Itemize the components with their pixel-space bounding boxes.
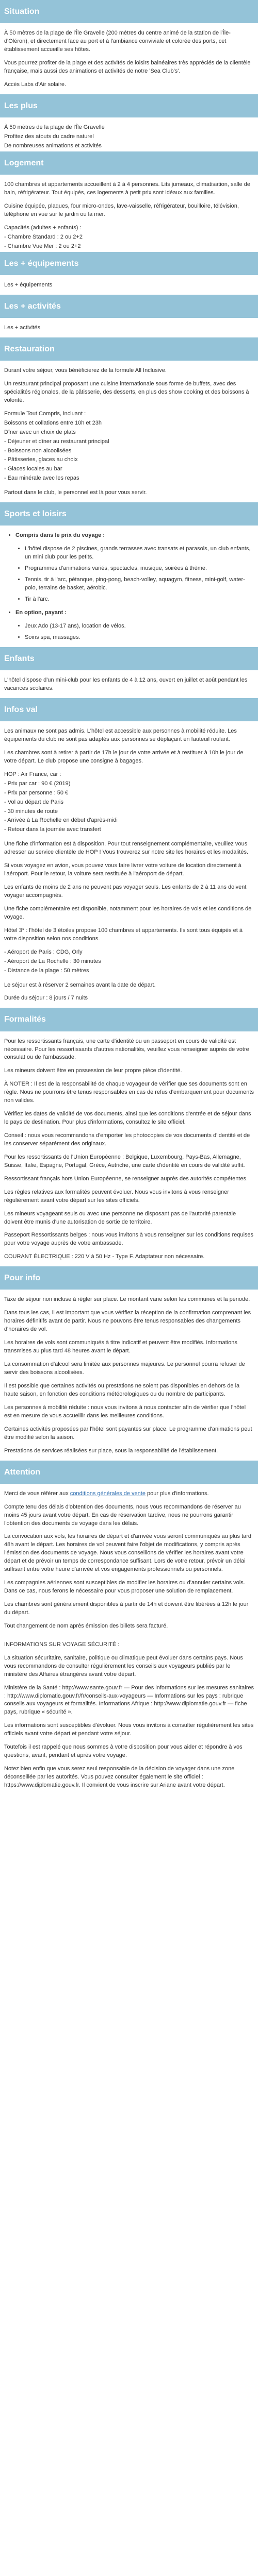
infos-line: - Aéroport de Paris : CDG, Orly — [4, 948, 83, 955]
infos-paragraph: Une fiche complémentaire est disponible, notamment pour les horaires de vols et les conditions de voyage. — [4, 905, 252, 920]
formalites-paragraph: Vérifiez les dates de validité de vos documents, ainsi que les conditions d'entrée et de séjour dans le pays de destination. Pour plus d'informations, consultez le site officiel. — [4, 1111, 251, 1126]
infos-paragraph: Les enfants de moins de 2 ans ne peuvent pas voyager seuls. Les enfants de 2 à 11 ans doivent voyager accompagnés. — [4, 884, 247, 899]
formalites-paragraph: COURANT ÉLECTRIQUE : 220 V à 50 Hz - Type F. Adaptateur non nécessaire. — [4, 1253, 205, 1260]
attention-paragraph: Tout changement de nom après émission des billets sera facturé. — [4, 1622, 168, 1629]
les-plus-heading: Les plus — [0, 94, 258, 117]
activites-text: Les + activités — [4, 324, 41, 331]
situation-heading: Situation — [0, 0, 258, 23]
infos-heading: Infos val — [0, 698, 258, 721]
restauration-heading: Restauration — [0, 337, 258, 361]
restauration-paragraph: Durant votre séjour, vous bénéficierez de la formule All Inclusive. — [4, 367, 167, 374]
situation-paragraph: Vous pourrez profiter de la plage et des activités de loisirs balnéaires très appréciés de la clientèle française, mais aussi des animations et activités de notre 'Sea Club's'. — [4, 60, 251, 74]
sports-intro: • Compris dans le prix du voyage : — [15, 532, 254, 540]
formalites-paragraph: Les mineurs voyageant seuls ou avec une personne ne disposant pas de l'autorité parentale doivent être munis d'une autorisation de sortie de territoire. — [4, 1210, 236, 1225]
equipements-section — [0, 252, 258, 290]
pour-info-paragraph: Il est possible que certaines activités ou prestations ne soient pas disponibles en dehors de la haute saison, en fonction des conditions météorologiques ou du nombre de participants. — [4, 1382, 240, 1397]
sports-options-items — [4, 622, 254, 642]
sports-section — [0, 502, 258, 642]
attention-paragraph: La convocation aux vols, les horaires de départ et d'arrivée vous seront communiqués au plus tard 48h avant le départ. Les horaires de vol peuvent faire l'objet de modifications, y compris après l'émission des documents de voyage. Nous vous conseillons de vérifier les horaires avant votre départ et de prévoir un temps de correspondance suffisant. Lors de votre retour, prévoir un délai suffisant entre votre heure d'arrivée et vos engagements professionnels ou personnels. — [4, 1533, 252, 1573]
logement-paragraph: 100 chambres et appartements accueillent à 2 à 4 personnes. Lits jumeaux, climatisation, salle de bain, réfrigérateur. Tout équipés, ces logements à petit prix sont idéaux aux familles. — [4, 181, 250, 196]
formalites-paragraph: Les mineurs doivent être en possession de leur propre pièce d'identité. — [4, 1067, 182, 1074]
situation-paragraph: À 50 mètres de la plage de l'Île Gravelle (200 mètres du centre animé de la station de l'Île-d'Oléron), et directement face au port et à l'ambiance conviviale et colorée des ports, cet établissement accueille ses hôtes. — [4, 30, 231, 53]
attention-paragraph: Compte tenu des délais d'obtention des documents, nous vous recommandons de réserver au moins 45 jours avant votre départ. En cas de réservation tardive, nous ne pourrons garantir l'obtention des documents de voyage dans les délais. — [4, 1503, 241, 1527]
list-item: • Tennis, tir à l'arc, pétanque, ping-pong, beach-volley, aquagym, fitness, mini-golf, water-polo, terrains de basket, aérobic. — [25, 576, 254, 592]
list-item: • Programmes d'animations variés, spectacles, musique, soirées à thème. — [25, 565, 254, 573]
attention-section — [0, 1461, 258, 1790]
pour-info-paragraph: Les personnes à mobilité réduite : nous vous invitons à nous contacter afin de vérifier que l'hôtel est en mesure de vous accueillir dans les meilleures conditions. — [4, 1404, 246, 1419]
les-plus-line: De nombreuses animations et activités — [4, 142, 102, 149]
logement-section — [0, 151, 258, 251]
formula-heading: Formule Tout Compris, incluant : — [4, 410, 86, 417]
formula-line: - Glaces locales au bar — [4, 466, 62, 472]
infos-line: HOP : Air France, car : — [4, 771, 61, 777]
infos-paragraph: Le séjour est à réserver 2 semaines avant la date de départ. — [4, 981, 156, 988]
attention-paragraph: Merci de vous référer aux conditions générales de vente pour plus d'informations. — [4, 1490, 209, 1497]
pour-info-paragraph: Dans tous les cas, il est important que vous vérifiez la réception de la confirmation comprenant les horaires définitifs avant de partir. Nous ne pouvons être tenus responsables des changements d'horaires de vol. — [4, 1310, 251, 1333]
formalites-paragraph: Ressortissant français hors Union Européenne, se renseigner auprès des autorités compétentes. — [4, 1175, 248, 1182]
infos-line: - Distance de la plage : 50 mètres — [4, 967, 89, 974]
formalites-section — [0, 1008, 258, 1261]
infos-paragraph: Les chambres sont à retirer à partir de 17h le jour de votre arrivée et à restituer à 10h le jour de votre départ. Le club propose une consigne à bagages. — [4, 749, 244, 764]
capacity-line: - Chambre Standard : 2 ou 2+2 — [4, 233, 83, 240]
enfants-section — [0, 647, 258, 693]
formula-line: Boissons et collations entre 10h et 23h — [4, 419, 102, 426]
formalites-paragraph: Passeport Ressortissants belges : nous vous invitons à vous renseigner sur les conditions requises pour votre voyage auprès de votre ambassade. — [4, 1232, 254, 1247]
attention-paragraph: Toutefois il est rappelé que nous sommes à votre disposition pour vous aider et répondre à vos questions, avant, pendant et après votre voyage. — [4, 1744, 243, 1759]
pour-info-section — [0, 1266, 258, 1455]
formalites-heading: Formalités — [0, 1008, 258, 1031]
infos-paragraph: Hôtel 3* : l'hôtel de 3 étoiles propose 100 chambres et appartements. Ils sont tous équipés et à votre disposition selon nos conditions. — [4, 927, 243, 942]
sports-list — [4, 532, 254, 540]
infos-paragraph: Une fiche d'information est à disposition. Pour tout renseignement complémentaire, veuillez vous adresser au service clientèle de HOP ! Vous trouverez sur notre site les horaires et les modalités. — [4, 841, 249, 856]
sports-included-list — [4, 545, 254, 604]
attention-links-paragraph: Ministère de la Santé : http://www.sante.gouv.fr — Pour des informations sur les mesures sanitaires : http://www.diplomatie.gouv.fr/fr/conseils-aux-voyageurs — Informations sur les pays : rubrique conseils aux voyageurs et formalités. Informations Afrique : http://www.diplomatie.gouv.fr — fiche pays, rubrique « sécurité ». — [4, 1684, 254, 1716]
formula-line: - Boissons non alcoolisées — [4, 447, 72, 454]
enfants-heading: Enfants — [0, 647, 258, 670]
info-voyage-heading: INFORMATIONS SUR VOYAGE SÉCURITÉ : — [4, 1641, 120, 1648]
list-item: • Jeux Ado (13-17 ans), location de vélos. — [25, 622, 254, 631]
restauration-section — [0, 337, 258, 497]
pour-info-paragraph: Taxe de séjour non incluse à régler sur place. Le montant varie selon les communes et la période. — [4, 1296, 250, 1303]
attention-paragraph: Les chambres sont généralement disponibles à partir de 14h et doivent être libérées à 12h le jour du départ. — [4, 1601, 249, 1616]
equipements-text: Les + équipements — [4, 281, 53, 288]
attention-paragraph: Les informations sont susceptibles d'évoluer. Nous vous invitons à consulter régulièrement les sites officiels avant votre départ et pendant votre séjour. — [4, 1722, 254, 1737]
sports-heading: Sports et loisirs — [0, 502, 258, 526]
infos-line: - Arrivée à La Rochelle en début d'après-midi — [4, 817, 118, 824]
formalites-paragraph: Pour les ressortissants français, une carte d'identité ou un passeport en cours de validité est nécessaire. Pour les ressortissants d'autres nationalités, veuillez vous renseigner auprès de votre consulat ou de l'ambassade. — [4, 1038, 249, 1061]
capacity-line: - Chambre Vue Mer : 2 ou 2+2 — [4, 243, 81, 249]
pour-info-paragraph: Les horaires de vols sont communiqués à titre indicatif et peuvent être modifiés. Informations transmises au plus tard 48 heures avant le départ. — [4, 1340, 237, 1354]
infos-paragraph: Durée du séjour : 8 jours / 7 nuits — [4, 995, 88, 1002]
situation-section — [0, 0, 258, 89]
infos-line: - Prix par personne : 50 € — [4, 789, 69, 796]
formula-line: Dîner avec un choix de plats — [4, 429, 76, 435]
pour-info-heading: Pour info — [0, 1266, 258, 1290]
activites-section — [0, 295, 258, 332]
restauration-paragraph: Un restaurant principal proposant une cuisine internationale sous forme de buffets, avec des spécialités régionales, de la pâtisserie, des desserts, en plus des show cooking et des boissons à volonté. — [4, 380, 249, 403]
infos-paragraph: Si vous voyagez en avion, vous pouvez vous faire livrer votre voiture de location directement à l'aéroport. Pour le retour, la voiture sera restituée à l'aéroport de départ. — [4, 862, 241, 877]
formalites-paragraph: Les règles relatives aux formalités peuvent évoluer. Nous vous invitons à vous renseigner régulièrement avant votre départ sur les sites officiels. — [4, 1189, 229, 1204]
logement-paragraph: Cuisine équipée, plaques, four micro-ondes, lave-vaisselle, réfrigérateur, bouilloire, télévision, téléphone en vue sur le jardin ou la mer. — [4, 202, 239, 217]
pour-info-paragraph: Certaines activités proposées par l'hôtel sont payantes sur place. Le programme d'animations peut être modifié selon la saison. — [4, 1426, 252, 1440]
formula-line: - Eau minérale avec les repas — [4, 475, 79, 482]
les-plus-line: Profitez des atouts du cadre naturel — [4, 133, 94, 140]
attention-paragraph: Les compagnies aériennes sont susceptibles de modifier les horaires ou d'annuler certains vols. Dans ce cas, nous ferons le nécessaire pour vous proposer une solution de remplacement. — [4, 1580, 245, 1595]
infos-line: - Retour dans la journée avec transfert — [4, 826, 101, 833]
cgv-link[interactable]: conditions générales de vente — [70, 1490, 146, 1497]
attention-paragraph: Notez bien enfin que vous serez seul responsable de la décision de voyager dans une zone déconseillée par les autorités. Vous pouvez consulter également le site officiel : https://www.diplomatie.gouv.fr. Il convient de vous inscrire sur Ariane avant votre départ. — [4, 1766, 235, 1788]
list-item: • Soins spa, massages. — [25, 634, 254, 642]
formalites-paragraph: Conseil : nous vous recommandons d'emporter les photocopies de vos documents d'identité et de les conserver séparément des originaux. — [4, 1132, 250, 1147]
formalites-paragraph: À NOTER : Il est de la responsabilité de chaque voyageur de vérifier que ses documents sont en règle. Nous ne pourrons être tenus responsables en cas de refus d'embarquement pour documents non valides. — [4, 1081, 254, 1104]
situation-paragraph: Accès Labs d'Air solaire. — [4, 81, 67, 88]
pour-info-paragraph: Prestations de services réalisées sur place, sous la responsabilité de l'établissement. — [4, 1447, 218, 1454]
sports-options-list — [4, 609, 254, 617]
infos-paragraph: Les animaux ne sont pas admis. L'hôtel est accessible aux personnes à mobilité réduite. Les équipements du club ne sont pas adaptés aux personnes se déplaçant en fauteuil roulant. — [4, 728, 237, 742]
formula-line: - Pâtisseries, glaces au choix — [4, 456, 78, 463]
activites-heading: Les + activités — [0, 295, 258, 318]
pour-info-paragraph: La consommation d'alcool sera limitée aux personnes majeures. Le personnel pourra refuser de servir des boissons alcoolisées. — [4, 1361, 245, 1376]
formalites-paragraph: Pour les ressortissants de l'Union Européenne : Belgique, Luxembourg, Pays-Bas, Allemagne, Suisse, Italie, Espagne, Portugal, Grèce, Autriche, une carte d'identité en cours de validité suffit. — [4, 1154, 245, 1168]
logement-heading: Logement — [0, 151, 258, 175]
list-item: • Tir à l'arc. — [25, 596, 254, 604]
attention-paragraph: La situation sécuritaire, sanitaire, politique ou climatique peut évoluer dans certains pays. Nous vous recommandons de consulter régulièrement les conseils aux voyageurs publiés par le ministère des Affaires étrangères avant votre départ. — [4, 1654, 243, 1677]
sports-options-heading: • En option, payant : — [15, 609, 254, 617]
infos-line: - 30 minutes de route — [4, 808, 58, 815]
attention-heading: Attention — [0, 1461, 258, 1484]
formula-line: - Déjeuner et dîner au restaurant principal — [4, 438, 109, 445]
capacity-heading: Capacités (adultes + enfants) : — [4, 224, 82, 231]
infos-section — [0, 698, 258, 1003]
list-item: • L'hôtel dispose de 2 piscines, grands terrasses avec transats et parasols, un club enfants, un mini club pour les petits. — [25, 545, 254, 562]
infos-line: - Prix par car : 90 € (2019) — [4, 780, 71, 787]
equipements-heading: Les + équipements — [0, 252, 258, 275]
enfants-paragraph: L'hôtel dispose d'un mini-club pour les enfants de 4 à 12 ans, ouvert en juillet et août pendant les vacances scolaires. — [4, 676, 248, 691]
infos-line: - Aéroport de La Rochelle : 30 minutes — [4, 958, 101, 964]
les-plus-section — [0, 94, 258, 150]
restauration-paragraph: Partout dans le club, le personnel est là pour vous servir. — [4, 489, 147, 496]
infos-line: - Vol au départ de Paris — [4, 799, 63, 805]
les-plus-line: À 50 mètres de la plage de l'Île Gravelle — [4, 124, 105, 130]
